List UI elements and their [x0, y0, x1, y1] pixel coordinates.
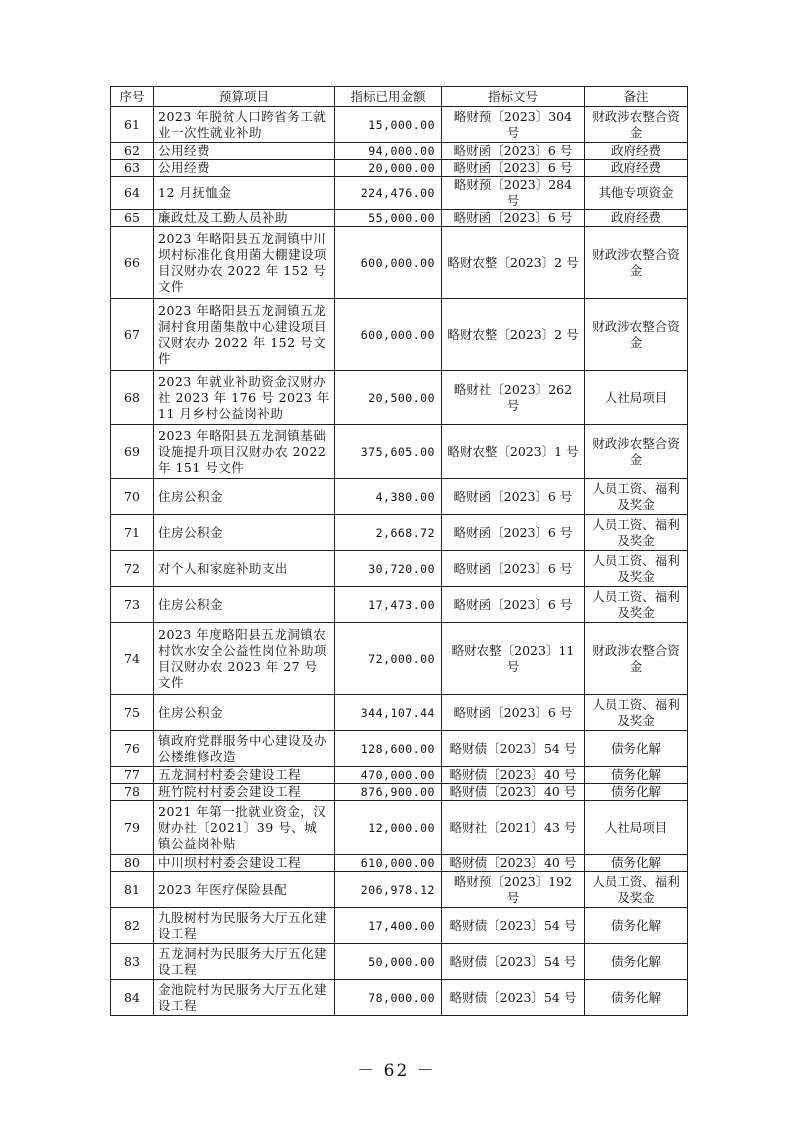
- cell-seq: 69: [111, 425, 154, 479]
- cell-amount: 94,000.00: [335, 143, 442, 160]
- cell-seq: 83: [111, 944, 154, 980]
- cell-note: 财政涉农整合资金: [585, 623, 688, 695]
- cell-seq: 72: [111, 551, 154, 587]
- cell-doc: 略财债〔2023〕54 号: [442, 944, 585, 980]
- cell-doc: 略财预〔2023〕284 号: [442, 177, 585, 210]
- table-row: [111, 623, 688, 695]
- cell-item: 镇政府党群服务中心建设及办公楼维修改造: [154, 731, 335, 767]
- cell-seq: 84: [111, 980, 154, 1016]
- table-row: [111, 784, 688, 801]
- cell-item: 对个人和家庭补助支出: [154, 551, 335, 587]
- cell-doc: 略财债〔2023〕40 号: [442, 855, 585, 872]
- cell-note: 债务化解: [585, 784, 688, 801]
- cell-amount: 12,000.00: [335, 801, 442, 855]
- cell-seq: 66: [111, 227, 154, 299]
- cell-note: 财政涉农整合资金: [585, 299, 688, 371]
- cell-seq: 82: [111, 908, 154, 944]
- cell-seq: 79: [111, 801, 154, 855]
- cell-amount: 600,000.00: [335, 227, 442, 299]
- cell-note: 人员工资、福利及奖金: [585, 515, 688, 551]
- cell-seq: 70: [111, 479, 154, 515]
- cell-seq: 65: [111, 210, 154, 227]
- cell-item: 中川坝村村委会建设工程: [154, 855, 335, 872]
- cell-note: 债务化解: [585, 855, 688, 872]
- cell-seq: 62: [111, 143, 154, 160]
- cell-amount: 4,380.00: [335, 479, 442, 515]
- cell-amount: 876,900.00: [335, 784, 442, 801]
- cell-doc: 略财农整〔2023〕2 号: [442, 227, 585, 299]
- cell-doc: 略财函〔2023〕6 号: [442, 143, 585, 160]
- cell-item: 五龙洞村为民服务大厅五化建设工程: [154, 944, 335, 980]
- cell-amount: 17,400.00: [335, 908, 442, 944]
- table-row: [111, 587, 688, 623]
- header-item: 预算项目: [154, 87, 335, 107]
- table-row: [111, 210, 688, 227]
- cell-item: 住房公积金: [154, 515, 335, 551]
- cell-note: 政府经费: [585, 210, 688, 227]
- cell-doc: 略财农整〔2023〕11 号: [442, 623, 585, 695]
- table-row: [111, 767, 688, 784]
- cell-note: 财政涉农整合资金: [585, 227, 688, 299]
- budget-table-container: [110, 86, 687, 1016]
- cell-doc: 略财债〔2023〕54 号: [442, 731, 585, 767]
- table-row: [111, 425, 688, 479]
- cell-note: 其他专项资金: [585, 177, 688, 210]
- cell-amount: 206,978.12: [335, 872, 442, 908]
- table-row: [111, 908, 688, 944]
- cell-seq: 71: [111, 515, 154, 551]
- cell-amount: 30,720.00: [335, 551, 442, 587]
- table-row: [111, 371, 688, 425]
- cell-item: 金池院村为民服务大厅五化建设工程: [154, 980, 335, 1016]
- cell-seq: 64: [111, 177, 154, 210]
- cell-doc: 略财债〔2023〕54 号: [442, 908, 585, 944]
- table-row: [111, 944, 688, 980]
- cell-item: 公用经费: [154, 160, 335, 177]
- cell-doc: 略财函〔2023〕6 号: [442, 210, 585, 227]
- table-row: [111, 551, 688, 587]
- cell-item: 住房公积金: [154, 479, 335, 515]
- cell-doc: 略财农整〔2023〕2 号: [442, 299, 585, 371]
- cell-seq: 78: [111, 784, 154, 801]
- cell-item: 2021 年第一批就业资金，汉财办社〔2021〕39 号、城镇公益岗补贴: [154, 801, 335, 855]
- cell-amount: 20,500.00: [335, 371, 442, 425]
- cell-item: 2023 年略阳县五龙洞镇中川坝村标准化食用菌大棚建设项目汉财办农 2022 年 152 号文件: [154, 227, 335, 299]
- cell-note: 人社局项目: [585, 371, 688, 425]
- header-seq: 序号: [111, 87, 154, 107]
- cell-note: 财政涉农整合资金: [585, 107, 688, 143]
- table-row: [111, 160, 688, 177]
- cell-item: 住房公积金: [154, 587, 335, 623]
- cell-doc: 略财预〔2023〕304 号: [442, 107, 585, 143]
- table-header-row: [111, 87, 688, 107]
- cell-note: 人社局项目: [585, 801, 688, 855]
- cell-amount: 20,000.00: [335, 160, 442, 177]
- table-row: [111, 299, 688, 371]
- cell-amount: 17,473.00: [335, 587, 442, 623]
- cell-item: 五龙洞村村委会建设工程: [154, 767, 335, 784]
- cell-seq: 80: [111, 855, 154, 872]
- cell-item: 2023 年就业补助资金汉财办社 2023 年 176 号 2023 年 11 月乡村公益岗补助: [154, 371, 335, 425]
- cell-item: 廉政灶及工勤人员补助: [154, 210, 335, 227]
- table-row: [111, 731, 688, 767]
- cell-doc: 略财农整〔2023〕1 号: [442, 425, 585, 479]
- cell-item: 2023 年度略阳县五龙洞镇农村饮水安全公益性岗位补助项目汉财办农 2023 年 27 号文件: [154, 623, 335, 695]
- cell-amount: 55,000.00: [335, 210, 442, 227]
- cell-amount: 78,000.00: [335, 980, 442, 1016]
- cell-doc: 略财债〔2023〕40 号: [442, 767, 585, 784]
- table-row: [111, 177, 688, 210]
- cell-item: 12 月抚恤金: [154, 177, 335, 210]
- cell-item: 住房公积金: [154, 695, 335, 731]
- page-number: － 62 －: [357, 1061, 436, 1081]
- cell-amount: 470,000.00: [335, 767, 442, 784]
- table-row: [111, 872, 688, 908]
- cell-doc: 略财函〔2023〕6 号: [442, 695, 585, 731]
- cell-amount: 128,600.00: [335, 731, 442, 767]
- budget-table: [110, 86, 688, 1016]
- cell-seq: 61: [111, 107, 154, 143]
- cell-note: 政府经费: [585, 143, 688, 160]
- cell-amount: 344,107.44: [335, 695, 442, 731]
- cell-note: 人员工资、福利及奖金: [585, 587, 688, 623]
- cell-doc: 略财函〔2023〕6 号: [442, 587, 585, 623]
- cell-doc: 略财债〔2023〕40 号: [442, 784, 585, 801]
- cell-note: 债务化解: [585, 731, 688, 767]
- cell-item: 公用经费: [154, 143, 335, 160]
- cell-doc: 略财债〔2023〕54 号: [442, 980, 585, 1016]
- cell-doc: 略财函〔2023〕6 号: [442, 160, 585, 177]
- cell-seq: 77: [111, 767, 154, 784]
- cell-doc: 略财函〔2023〕6 号: [442, 515, 585, 551]
- cell-seq: 73: [111, 587, 154, 623]
- cell-item: 2023 年脱贫人口跨省务工就业一次性就业补助: [154, 107, 335, 143]
- cell-item: 九股树村为民服务大厅五化建设工程: [154, 908, 335, 944]
- table-row: [111, 801, 688, 855]
- cell-note: 政府经费: [585, 160, 688, 177]
- cell-seq: 63: [111, 160, 154, 177]
- cell-doc: 略财社〔2023〕262 号: [442, 371, 585, 425]
- cell-note: 债务化解: [585, 944, 688, 980]
- cell-amount: 15,000.00: [335, 107, 442, 143]
- cell-amount: 224,476.00: [335, 177, 442, 210]
- header-amount: 指标已用金额: [335, 87, 442, 107]
- header-note: 备注: [585, 87, 688, 107]
- cell-seq: 74: [111, 623, 154, 695]
- cell-note: 人员工资、福利及奖金: [585, 479, 688, 515]
- cell-item: 2023 年略阳县五龙洞镇基础设施提升项目汉财办农 2022 年 151 号文件: [154, 425, 335, 479]
- cell-doc: 略财函〔2023〕6 号: [442, 479, 585, 515]
- cell-doc: 略财函〔2023〕6 号: [442, 551, 585, 587]
- cell-item: 班竹院村村委会建设工程: [154, 784, 335, 801]
- cell-note: 人员工资、福利及奖金: [585, 551, 688, 587]
- cell-doc: 略财预〔2023〕192 号: [442, 872, 585, 908]
- cell-amount: 375,605.00: [335, 425, 442, 479]
- table-row: [111, 515, 688, 551]
- cell-note: 财政涉农整合资金: [585, 425, 688, 479]
- table-row: [111, 227, 688, 299]
- table-row: [111, 855, 688, 872]
- cell-amount: 50,000.00: [335, 944, 442, 980]
- cell-item: 2023 年略阳县五龙洞镇五龙洞村食用菌集散中心建设项目汉财农办 2022 年 152 号文件: [154, 299, 335, 371]
- cell-amount: 600,000.00: [335, 299, 442, 371]
- table-row: [111, 980, 688, 1016]
- cell-item: 2023 年医疗保险县配: [154, 872, 335, 908]
- cell-seq: 75: [111, 695, 154, 731]
- table-row: [111, 143, 688, 160]
- cell-amount: 2,668.72: [335, 515, 442, 551]
- header-doc: 指标文号: [442, 87, 585, 107]
- cell-note: 债务化解: [585, 980, 688, 1016]
- cell-seq: 81: [111, 872, 154, 908]
- cell-note: 债务化解: [585, 767, 688, 784]
- table-row: [111, 107, 688, 143]
- cell-note: 人员工资、福利及奖金: [585, 872, 688, 908]
- cell-amount: 610,000.00: [335, 855, 442, 872]
- table-row: [111, 695, 688, 731]
- table-body: [111, 107, 688, 1016]
- cell-seq: 68: [111, 371, 154, 425]
- cell-seq: 67: [111, 299, 154, 371]
- table-row: [111, 479, 688, 515]
- cell-seq: 76: [111, 731, 154, 767]
- cell-note: 人员工资、福利及奖金: [585, 695, 688, 731]
- cell-doc: 略财社〔2021〕43 号: [442, 801, 585, 855]
- cell-note: 债务化解: [585, 908, 688, 944]
- cell-amount: 72,000.00: [335, 623, 442, 695]
